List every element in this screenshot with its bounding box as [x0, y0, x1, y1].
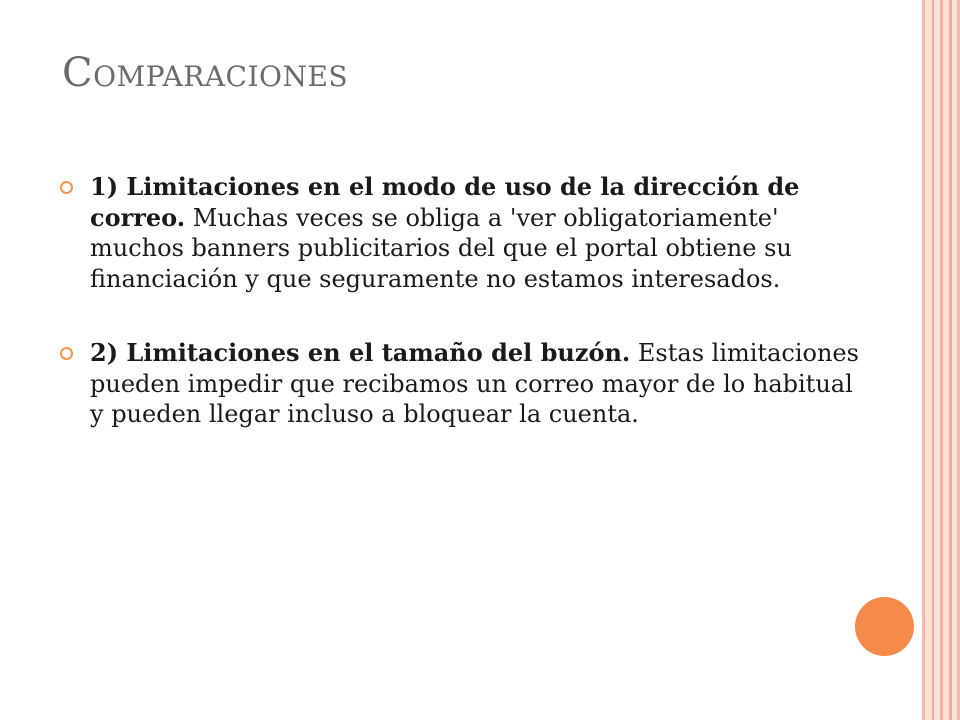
- bullet-list: [60, 172, 870, 474]
- bullet-item-2: [60, 338, 870, 430]
- bullet-body-text: Estas limitaciones pueden impedir que recibamos un correo mayor de lo habitual y pueden llegar incluso a bloquear la cuenta.: [90, 339, 859, 428]
- border-stripe: [932, 0, 934, 720]
- border-stripe: [940, 0, 943, 720]
- bullet-circle-icon: [60, 181, 73, 194]
- decorative-orange-circle: [855, 597, 914, 656]
- bullet-lead-text: 2) Limitaciones en el tamaño del buzón.: [90, 338, 631, 367]
- bullet-item-1: [60, 172, 870, 294]
- bullet-circle-icon: [60, 347, 73, 360]
- slide-title: Comparaciones: [62, 50, 349, 96]
- border-stripe: [949, 0, 952, 720]
- border-stripe: [922, 0, 925, 720]
- bullet-lead-text: 1) Limitaciones en el modo de uso de la dirección de correo.: [90, 172, 800, 232]
- bullet-body-text: Muchas veces se obliga a 'ver obligatoriamente' muchos banners publicitarios del que el portal obtiene su financiación y que seguramente no estamos interesados.: [90, 203, 792, 293]
